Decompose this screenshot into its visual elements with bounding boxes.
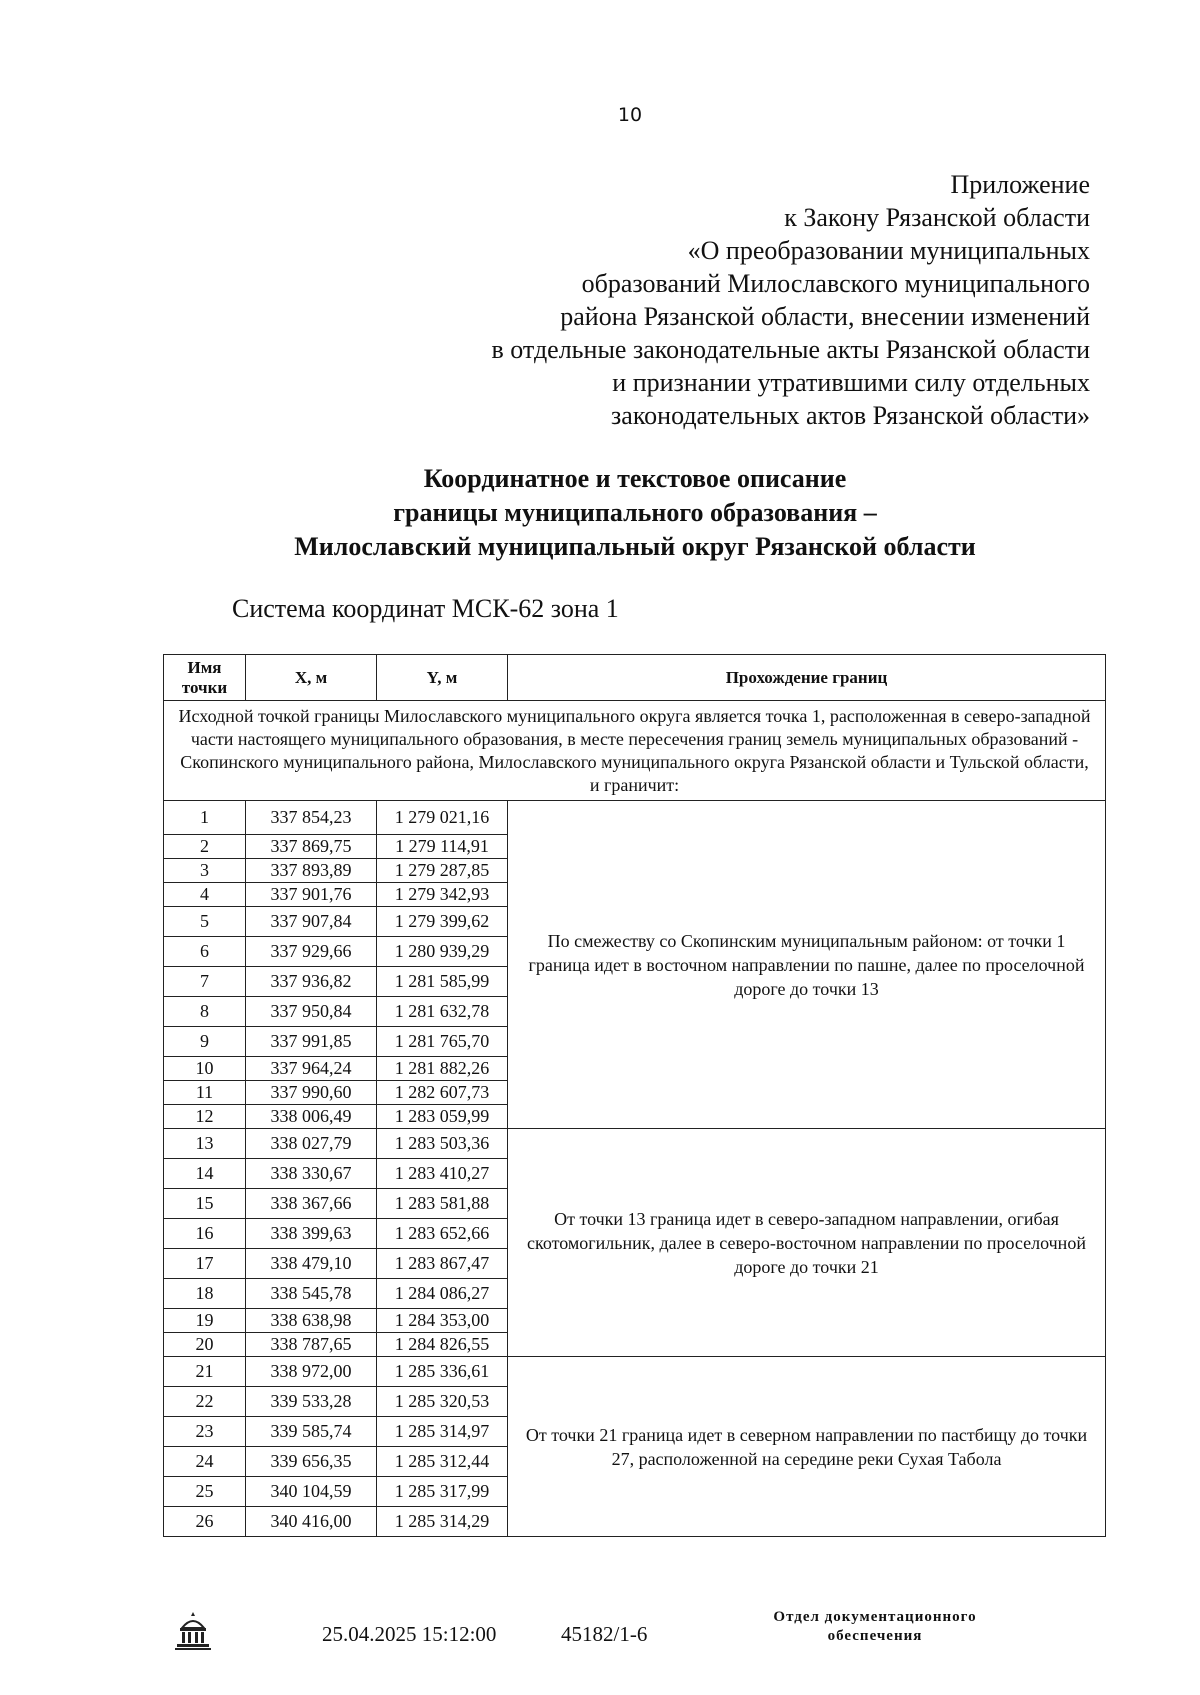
table-header-row xyxy=(164,655,1106,701)
footer-datetime: 25.04.2025 15:12:00 xyxy=(322,1622,497,1646)
y-coordinate-cell: 1 283 867,47 xyxy=(377,1249,508,1279)
appendix-line: Приложение xyxy=(950,170,1090,199)
x-coordinate-cell: 338 638,98 xyxy=(246,1309,377,1333)
boundary-description-cell: От точки 13 граница идет в северо-западном направлении, огибая скотомогильник, далее в северо-восточном направлении по проселочной дороге до точки 21 xyxy=(508,1129,1106,1357)
table-row xyxy=(164,801,1106,835)
x-coordinate-cell: 337 990,60 xyxy=(246,1081,377,1105)
x-coordinate-cell: 340 104,59 xyxy=(246,1477,377,1507)
y-coordinate-cell: 1 285 320,53 xyxy=(377,1387,508,1417)
coordinate-system-label: Система координат МСК-62 зона 1 xyxy=(232,594,619,623)
point-name-cell: 18 xyxy=(164,1279,246,1309)
y-coordinate-cell: 1 285 314,97 xyxy=(377,1417,508,1447)
x-coordinate-cell: 337 929,66 xyxy=(246,937,377,967)
x-coordinate-cell: 339 533,28 xyxy=(246,1387,377,1417)
x-coordinate-cell: 338 027,79 xyxy=(246,1129,377,1159)
y-coordinate-cell: 1 283 503,36 xyxy=(377,1129,508,1159)
appendix-line: «О преобразовании муниципальных xyxy=(687,236,1090,265)
table-row xyxy=(164,1357,1106,1387)
y-coordinate-cell: 1 283 410,27 xyxy=(377,1159,508,1189)
department-line: обеспечения xyxy=(827,1628,923,1644)
x-coordinate-cell: 337 893,89 xyxy=(246,859,377,883)
intro-row xyxy=(164,701,1106,801)
boundary-description-cell: От точки 21 граница идет в северном направлении по пастбищу до точки 27, расположенной на середине реки Сухая Табола xyxy=(508,1357,1106,1537)
point-name-cell: 12 xyxy=(164,1105,246,1129)
point-name-cell: 22 xyxy=(164,1387,246,1417)
x-coordinate-cell: 337 950,84 xyxy=(246,997,377,1027)
y-coordinate-cell: 1 284 086,27 xyxy=(377,1279,508,1309)
point-name-cell: 16 xyxy=(164,1219,246,1249)
point-name-cell: 6 xyxy=(164,937,246,967)
x-coordinate-cell: 338 787,65 xyxy=(246,1333,377,1357)
point-name-cell: 19 xyxy=(164,1309,246,1333)
title-line: границы муниципального образования – xyxy=(393,498,877,527)
x-coordinate-cell: 338 545,78 xyxy=(246,1279,377,1309)
point-name-cell: 21 xyxy=(164,1357,246,1387)
x-coordinate-cell: 338 006,49 xyxy=(246,1105,377,1129)
y-coordinate-cell: 1 283 652,66 xyxy=(377,1219,508,1249)
intro-text: Исходной точкой границы Милославского муниципального округа является точка 1, расположенная в северо-западной части настоящего муниципального образования, в месте пересечения границ земель муниципальных образований - Скопинского муниципального района, Милославского муниципального округа Рязанской области и Тульской области, и граничит: xyxy=(164,701,1106,801)
boundary-description-cell: По смежеству со Скопинским муниципальным районом: от точки 1 граница идет в восточном направлении по пашне, далее по проселочной дороге до точки 13 xyxy=(508,801,1106,1129)
footer-department xyxy=(735,1608,1015,1646)
point-name-cell: 3 xyxy=(164,859,246,883)
point-name-cell: 1 xyxy=(164,801,246,835)
point-name-cell: 20 xyxy=(164,1333,246,1357)
x-coordinate-cell: 338 972,00 xyxy=(246,1357,377,1387)
x-coordinate-cell: 338 479,10 xyxy=(246,1249,377,1279)
y-coordinate-cell: 1 283 059,99 xyxy=(377,1105,508,1129)
x-coordinate-cell: 337 854,23 xyxy=(246,801,377,835)
point-name-cell: 24 xyxy=(164,1447,246,1477)
appendix-line: образований Милославского муниципального xyxy=(581,269,1090,298)
y-coordinate-cell: 1 279 342,93 xyxy=(377,883,508,907)
y-coordinate-cell: 1 279 021,16 xyxy=(377,801,508,835)
x-coordinate-cell: 337 991,85 xyxy=(246,1027,377,1057)
x-coordinate-cell: 340 416,00 xyxy=(246,1507,377,1537)
x-coordinate-cell: 337 964,24 xyxy=(246,1057,377,1081)
header-x: X, м xyxy=(246,655,377,701)
point-name-cell: 5 xyxy=(164,907,246,937)
title-line: Координатное и текстовое описание xyxy=(423,464,847,493)
x-coordinate-cell: 337 936,82 xyxy=(246,967,377,997)
point-name-cell: 2 xyxy=(164,835,246,859)
point-name-cell: 10 xyxy=(164,1057,246,1081)
point-name-cell: 25 xyxy=(164,1477,246,1507)
y-coordinate-cell: 1 282 607,73 xyxy=(377,1081,508,1105)
x-coordinate-cell: 337 901,76 xyxy=(246,883,377,907)
header-boundary-description: Прохождение границ xyxy=(508,655,1106,701)
y-coordinate-cell: 1 279 287,85 xyxy=(377,859,508,883)
header-y: Y, м xyxy=(377,655,508,701)
x-coordinate-cell: 339 585,74 xyxy=(246,1417,377,1447)
point-name-cell: 11 xyxy=(164,1081,246,1105)
appendix-line: к Закону Рязанской области xyxy=(784,203,1090,232)
y-coordinate-cell: 1 284 826,55 xyxy=(377,1333,508,1357)
y-coordinate-cell: 1 285 314,29 xyxy=(377,1507,508,1537)
table-row xyxy=(164,1129,1106,1159)
document-title xyxy=(150,462,1120,564)
y-coordinate-cell: 1 281 585,99 xyxy=(377,967,508,997)
point-name-cell: 9 xyxy=(164,1027,246,1057)
y-coordinate-cell: 1 281 765,70 xyxy=(377,1027,508,1057)
appendix-line: района Рязанской области, внесении изменений xyxy=(560,302,1090,331)
point-name-cell: 13 xyxy=(164,1129,246,1159)
appendix-header xyxy=(370,168,1090,432)
appendix-line: законодательных актов Рязанской области» xyxy=(611,401,1090,430)
y-coordinate-cell: 1 281 882,26 xyxy=(377,1057,508,1081)
y-coordinate-cell: 1 285 336,61 xyxy=(377,1357,508,1387)
y-coordinate-cell: 1 285 317,99 xyxy=(377,1477,508,1507)
point-name-cell: 7 xyxy=(164,967,246,997)
department-line: Отдел документационного xyxy=(773,1609,977,1625)
appendix-line: в отдельные законодательные акты Рязанской области xyxy=(491,335,1090,364)
point-name-cell: 4 xyxy=(164,883,246,907)
y-coordinate-cell: 1 283 581,88 xyxy=(377,1189,508,1219)
point-name-cell: 14 xyxy=(164,1159,246,1189)
y-coordinate-cell: 1 279 399,62 xyxy=(377,907,508,937)
appendix-line: и признании утратившими силу отдельных xyxy=(612,368,1090,397)
footer-document-code: 45182/1-6 xyxy=(561,1622,648,1646)
point-name-cell: 23 xyxy=(164,1417,246,1447)
x-coordinate-cell: 338 367,66 xyxy=(246,1189,377,1219)
coordinates-table xyxy=(163,654,1106,1537)
x-coordinate-cell: 338 330,67 xyxy=(246,1159,377,1189)
page-number: 10 xyxy=(617,104,643,126)
point-name-cell: 8 xyxy=(164,997,246,1027)
point-name-cell: 17 xyxy=(164,1249,246,1279)
x-coordinate-cell: 339 656,35 xyxy=(246,1447,377,1477)
x-coordinate-cell: 338 399,63 xyxy=(246,1219,377,1249)
point-name-cell: 26 xyxy=(164,1507,246,1537)
title-line: Милославский муниципальный округ Рязанской области xyxy=(294,532,976,561)
y-coordinate-cell: 1 281 632,78 xyxy=(377,997,508,1027)
point-name-cell: 15 xyxy=(164,1189,246,1219)
y-coordinate-cell: 1 284 353,00 xyxy=(377,1309,508,1333)
x-coordinate-cell: 337 907,84 xyxy=(246,907,377,937)
duma-building-emblem-icon xyxy=(172,1608,214,1652)
y-coordinate-cell: 1 279 114,91 xyxy=(377,835,508,859)
x-coordinate-cell: 337 869,75 xyxy=(246,835,377,859)
y-coordinate-cell: 1 280 939,29 xyxy=(377,937,508,967)
y-coordinate-cell: 1 285 312,44 xyxy=(377,1447,508,1477)
header-point-name: Имя точки xyxy=(164,655,246,701)
